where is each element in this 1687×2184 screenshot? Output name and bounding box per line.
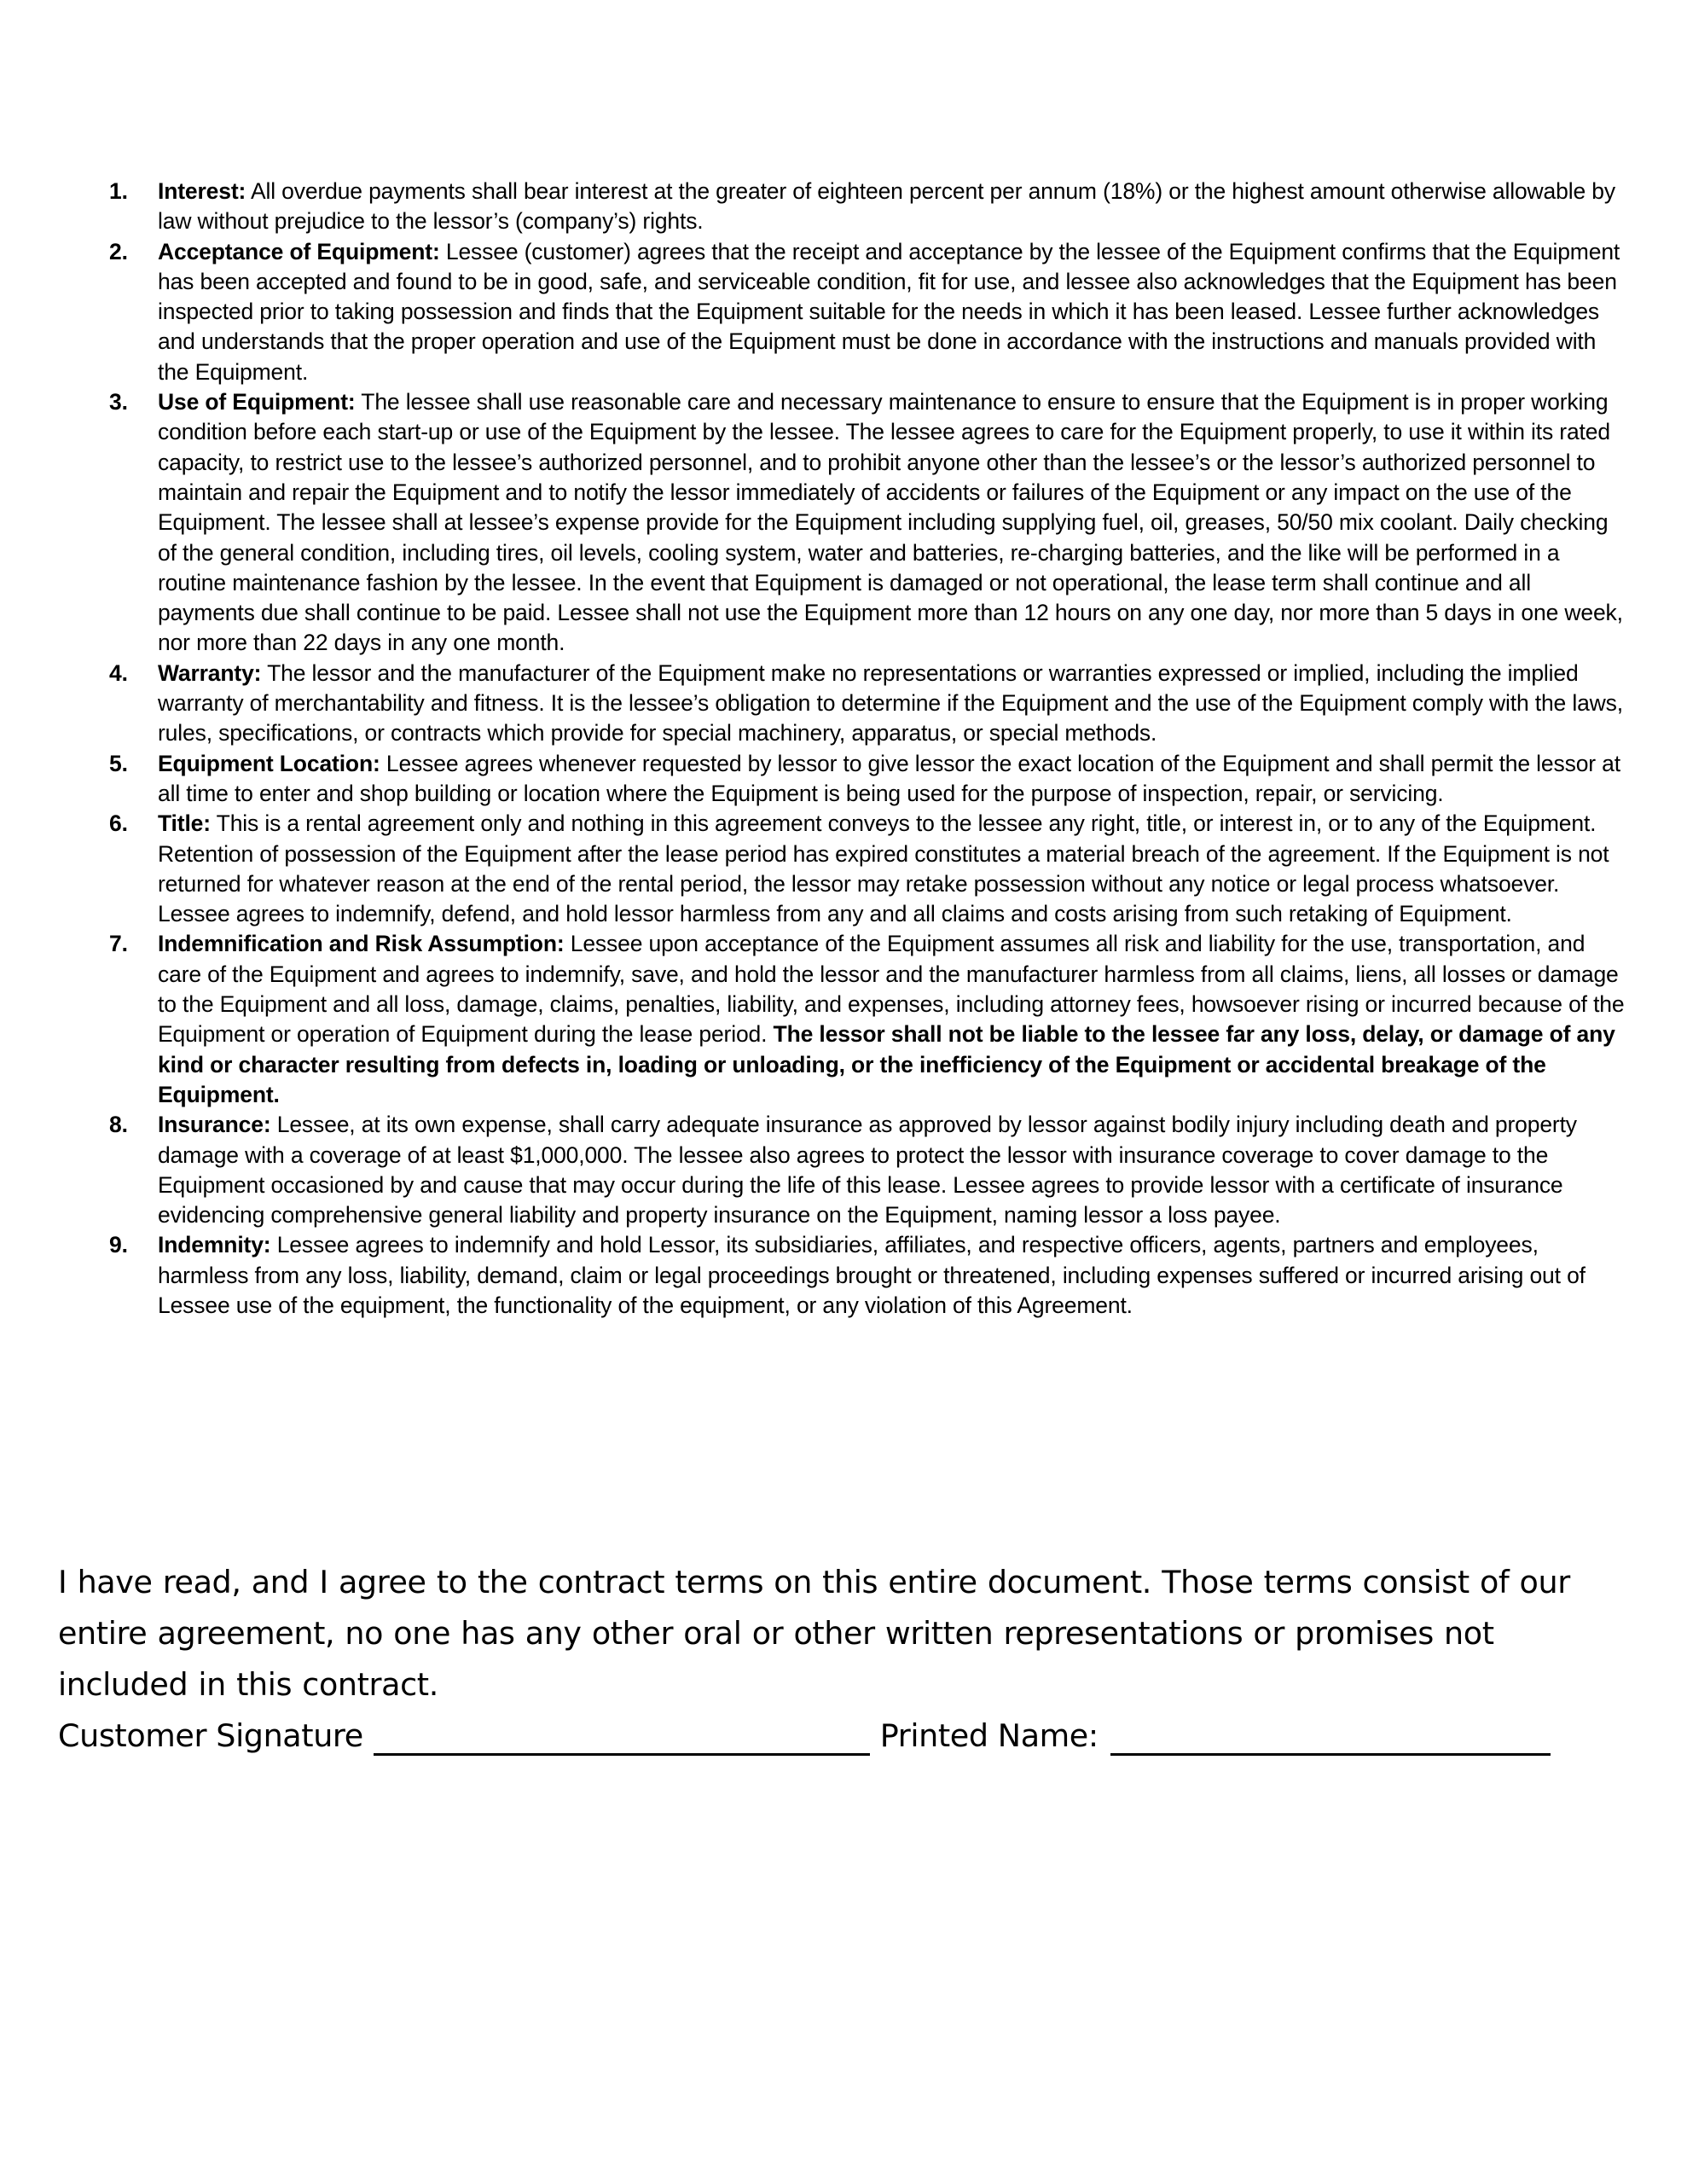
term-text: Lessee agrees whenever requested by lessor to give lessor the exact location of the Equipment and shall permit the lessor at all time to enter and shop building or location where the Equipment is being used for the purpose of inspection, repair, or servicing. [158, 750, 1620, 806]
term-text: Lessee agrees to indemnify and hold Lessor, its subsidiaries, affiliates, and respective officers, agents, partners and employees, harmless from any loss, liability, demand, claim or legal proceedings brought or threatened, including expenses suffered or incurred arising out of Lessee use of the equipment, the functionality of the equipment, or any violation of this Agreement. [158, 1232, 1586, 1318]
term-text: Lessee, at its own expense, shall carry adequate insurance as approved by lessor against bodily injury including death and property damage with a coverage of at least $1,000,000. The lessee also agrees to protect the lessor with insurance coverage to cover damage to the Equipment occasioned by and cause that may occur during the life of this lease. Lessee agrees to provide lessor with a certificate of insurance evidencing comprehensive general liability and property insurance on the Equipment, naming lessor a loss payee. [158, 1112, 1577, 1228]
term-item [101, 929, 1632, 1110]
term-heading: Equipment Location: [158, 750, 380, 776]
term-heading: Insurance: [158, 1112, 271, 1138]
term-number: 4. [109, 659, 128, 686]
customer-signature-label: Customer Signature [58, 1717, 363, 1754]
term-item [101, 387, 1632, 659]
printed-name-label: Printed Name: [879, 1717, 1099, 1754]
term-heading: Indemnity: [158, 1232, 271, 1258]
term-number: 8. [109, 1112, 128, 1138]
term-item [101, 809, 1632, 929]
term-item [101, 659, 1632, 749]
signature-row [58, 1711, 1644, 1762]
term-number: 1. [109, 178, 128, 204]
term-number: 6. [109, 810, 128, 837]
term-text: The lessee shall use reasonable care and necessary maintenance to ensure to ensure that the Equipment is in proper working condition before each start-up or use of the Equipment by the lessee. The lessee agrees to care for the Equipment properly, to use it within its rated capacity, to restrict use to the lessee’s authorized personnel, and to prohibit anyone other than the lessee’s or the lessor’s authorized personnel to maintain and repair the Equipment and to notify the lessor immediately of accidents or failures of the Equipment or any impact on the use of the Equipment. The lessee shall at lessee’s expense provide for the Equipment including supplying fuel, oil, greases, 50/50 mix coolant. Daily checking of the general condition, including tires, oil levels, cooling system, water and batteries, re-charging batteries, and the like will be performed in a routine maintenance fashion by the lessee. In the event that Equipment is damaged or not operational, the lease term shall continue and all payments due shall continue to be paid. Lessee shall not use the Equipment more than 12 hours on any one day, nor more than 5 days in one week, nor more than 22 days in any one month. [158, 389, 1623, 656]
term-number: 5. [109, 750, 128, 776]
terms-list [101, 177, 1632, 1321]
term-text: The lessor and the manufacturer of the Equipment make no representations or warranties expressed or implied, including the implied warranty of merchantability and fitness. It is the lessee’s obligation to determine if the Equipment and the use of the Equipment comply with the laws, rules, specifications, or contracts which provide for special machinery, apparatus, or special methods. [158, 659, 1623, 746]
term-heading: Indemnification and Risk Assumption: [158, 931, 565, 957]
term-number: 2. [109, 238, 128, 264]
term-heading: Title: [158, 810, 211, 837]
term-item [101, 749, 1632, 810]
term-item [101, 237, 1632, 387]
term-heading: Use of Equipment: [158, 389, 356, 415]
term-item [101, 1110, 1632, 1230]
printed-name-field[interactable] [1110, 1711, 1551, 1756]
term-text: Lessee (customer) agrees that the receipt and acceptance by the lessee of the Equipment confirms that the Equipment has been accepted and found to be in good, safe, and serviceable condition, fit for use, and lessee also acknowledges that the Equipment has been inspected prior to taking possession and finds that the Equipment suitable for the needs in which it has been leased. Lessee further acknowledges and understands that the proper operation and use of the Equipment must be done in accordance with the instructions and manuals provided with the Equipment. [158, 238, 1620, 385]
agreement-statement: I have read, and I agree to the contract terms on this entire document. Those terms consist of our entire agreement, no one has any other oral or other written representations or promises not included in this contract. [58, 1564, 1570, 1703]
term-bold-text: The lessor shall not be liable to the lessee far any loss, delay, or damage of any kind or character resulting from defects in, loading or unloading, or the inefficiency of the Equipment or accidental breakage of the Equipment. [158, 1021, 1615, 1107]
term-heading: Interest: [158, 178, 246, 204]
term-item [101, 177, 1632, 237]
term-text: Lessee upon acceptance of the Equipment assumes all risk and liability for the use, transportation, and care of the Equipment and agrees to indemnify, save, and hold the lessor and the manufacturer harmless from all claims, liens, all losses or damage to the Equipment and all loss, damage, claims, penalties, liability, and expenses, including attorney fees, howsoever rising or incurred because of the Equipment or operation of Equipment during the lease period. [158, 931, 1625, 1048]
customer-signature-field[interactable] [374, 1711, 870, 1756]
term-heading: Warranty: [158, 659, 262, 686]
term-text: This is a rental agreement only and nothing in this agreement conveys to the lessee any right, title, or interest in, or to any of the Equipment. Retention of possession of the Equipment after the lease period has expired constitutes a material breach of the agreement. If the Equipment is not returned for whatever reason at the end of the rental period, the lessor may retake possession without any notice or legal process whatsoever. Lessee agrees to indemnify, defend, and hold lessor harmless from any and all claims and costs arising from such retaking of Equipment. [158, 810, 1609, 927]
term-number: 3. [109, 389, 128, 415]
term-heading: Acceptance of Equipment: [158, 238, 440, 264]
term-number: 7. [109, 931, 128, 957]
term-item [101, 1230, 1632, 1321]
term-text: All overdue payments shall bear interest at the greater of eighteen percent per annum (18%) or the highest amount otherwise allowable by law without prejudice to the lessor’s (company’s) rights. [158, 178, 1615, 235]
term-number: 9. [109, 1232, 128, 1258]
